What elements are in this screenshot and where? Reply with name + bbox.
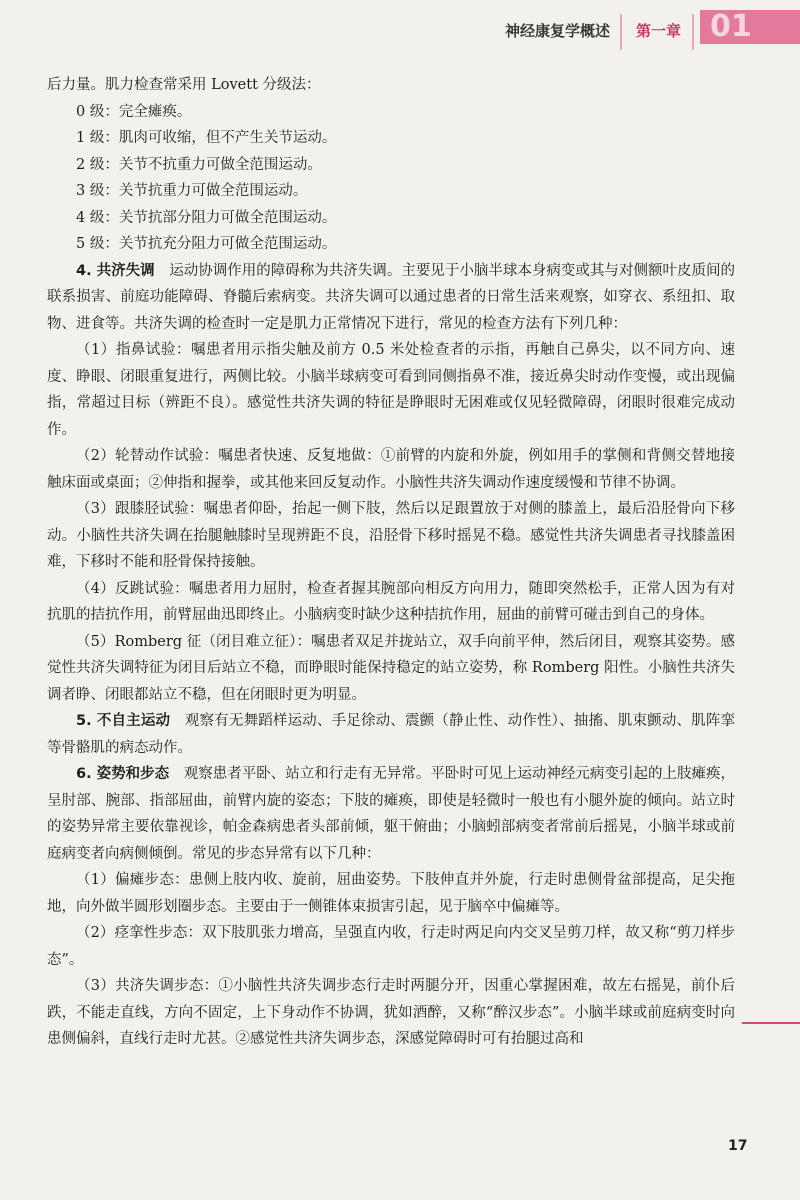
gait-item: （1）偏瘫步态：患侧上肢内收、旋前，屈曲姿势。下肢伸直并外旋，行走时患侧骨盆部提高，足尖拖地，向外做半圆形划圈步态。主要由于一侧锥体束损害引起，见于脑卒中偏瘫等。: [47, 872, 735, 915]
grade-item: 3 级：关节抗重力可做全范围运动。: [76, 183, 308, 199]
grade-item: 0 级：完全瘫痪。: [76, 103, 192, 120]
gait-item: （3）共济失调步态：①小脑性共济失调步态行走时两腿分开，因重心掌握困难，故左右摇晃，前仆后跌，不能走直线，方向不固定，上下身动作不协调，犹如酒醉，又称“醉汉步态”。小脑半球或前庭病变时向患侧偏斜，直线行走时尤甚。②感觉性共济失调步态，深感觉障碍时可有抬腿过高和: [47, 978, 735, 1047]
footer-rule: [742, 1022, 800, 1024]
page-body: [47, 72, 735, 1053]
grade-item: 4 级：关节抗部分阻力可做全范围运动。: [76, 209, 337, 226]
section-heading: 6. 姿势和步态: [76, 766, 170, 782]
section-involuntary-movement: [47, 708, 735, 761]
test-item: （5）Romberg 征（闭目难立征）：嘱患者双足并拢站立，双手向前平伸，然后闭目，观察其姿势。感觉性共济失调特征为闭目后站立不稳，而睁眼时能保持稳定的站立姿势，称 Romberg 阳性。小脑性共济失调者睁、闭眼都站立不稳，但在闭眼时更为明显。: [47, 633, 736, 703]
intro-paragraph: 后力量。肌力检查常采用 Lovett 分级法：: [47, 77, 321, 93]
page-number: 17: [728, 1138, 748, 1154]
chapter-number-badge: 01: [700, 10, 800, 44]
grade-item: 1 级：肌肉可收缩，但不产生关节运动。: [76, 130, 337, 146]
page-header: [0, 0, 800, 60]
chapter-label: 第一章: [636, 22, 682, 40]
test-item: （1）指鼻试验：嘱患者用示指尖触及前方 0.5 米处检查者的示指，再触自己鼻尖，以不同方向、速度、睁眼、闭眼重复进行，两侧比较。小脑半球病变可看到同侧指鼻不准，接近鼻尖时动作变慢，或出现偏指，常超过目标（辨距不良）。感觉性共济失调的特征是睁眼时无困难或仅见轻微障碍，闭眼时很难完成动作。: [47, 342, 735, 438]
section-heading: 4. 共济失调: [76, 262, 155, 279]
test-item: （3）跟膝胫试验：嘱患者仰卧，抬起一侧下肢，然后以足跟置放于对侧的膝盖上，最后沿胫骨向下移动。小脑性共济失调在抬腿触膝时呈现辨距不良，沿胫骨下移时摇晃不稳。感觉性共济失调患者寻找膝盖困难，下移时不能和胫骨保持接触。: [47, 501, 735, 570]
section-heading: 5. 不自主运动: [76, 713, 171, 729]
test-item: （2）轮替动作试验：嘱患者快速、反复地做：①前臂的内旋和外旋，例如用手的掌侧和背侧交替地接触床面或桌面；②伸指和握拳，或其他来回反复动作。小脑性共济失调动作速度缓慢和节律不协调。: [47, 448, 735, 491]
section-ataxia: [47, 258, 735, 338]
gait-item: （2）痉挛性步态：双下肢肌张力增高，呈强直内收，行走时两足向内交叉呈剪刀样，故又称“剪刀样步态”。: [47, 925, 735, 968]
test-item: （4）反跳试验：嘱患者用力屈肘，检查者握其腕部向相反方向用力，随即突然松手，正常人因为有对抗肌的拮抗作用，前臂屈曲迅即终止。小脑病变时缺少这种拮抗作用，屈曲的前臂可碰击到自己的身体。: [47, 580, 735, 623]
section-posture-gait: [47, 761, 735, 867]
section-text: 运动协调作用的障碍称为共济失调。主要见于小脑半球本身病变或其与对侧额叶皮质间的联系损害、前庭功能障碍、脊髓后索病变。共济失调可以通过患者的日常生活来观察，如穿衣、系纽扣、取物、进食等。共济失调的检查时一定是肌力正常情况下进行，常见的检查方法有下列几种：: [47, 262, 735, 332]
grade-item: 5 级：关节抗充分阻力可做全范围运动。: [76, 236, 337, 252]
grade-item: 2 级：关节不抗重力可做全范围运动。: [76, 156, 322, 173]
section-text: 观察有无舞蹈样运动、手足徐动、震颤（静止性、动作性）、抽搐、肌束颤动、肌阵挛等骨骼肌的病态动作。: [47, 713, 736, 756]
book-title: 神经康复学概述: [504, 22, 610, 40]
section-text: 观察患者平卧、站立和行走有无异常。平卧时可见上运动神经元病变引起的上肢瘫痪，呈肘部、腕部、指部屈曲，前臂内旋的姿态；下肢的瘫痪，即使是轻微时一般也有小腿外旋的倾向。站立时的姿势异常主要依靠视诊，帕金森病患者头部前倾，躯干俯曲；小脑蚓部病变者常前后摇晃，小脑半球或前庭病变者向病侧倾倒。常见的步态异常有以下几种：: [47, 766, 736, 862]
header-divider: [620, 14, 622, 50]
header-divider: [692, 14, 694, 50]
